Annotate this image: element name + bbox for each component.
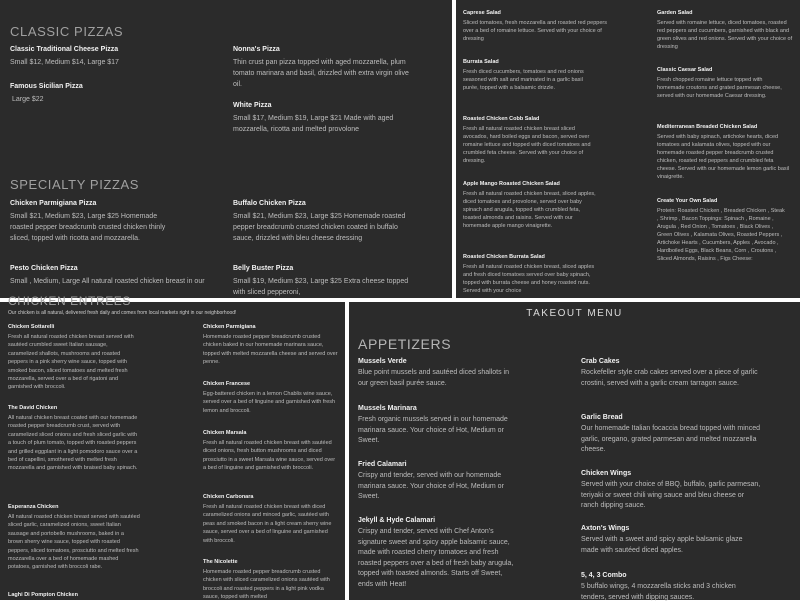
- specialty-pizzas-title: SPECIALTY PIZZAS: [10, 177, 140, 192]
- item-name: White Pizza: [233, 102, 272, 109]
- item-desc: Small $21, Medium $23, Large $25 Homemade roasted pepper breadcrumb crusted chicken thinly sliced, topped with ricotta and mozzarella.: [10, 213, 166, 242]
- item-desc: Served with your choice of BBQ, buffalo, garlic parmesan, teriyaki or sweet chili wing sauce and bleu cheese or ranch dipping sauce.: [581, 481, 761, 509]
- menu-item: [358, 405, 518, 447]
- menu-item: [233, 102, 398, 135]
- item-desc: Fresh all natural roasted chicken breast, sliced apples, diced tomatoes and provolone, served over baby spinach and arugula, topped with crumbled feta, toasted almonds and raisins. Served with our homemade apple mango vinaigrette.: [463, 191, 596, 229]
- menu-item: [463, 10, 613, 43]
- menu-item: [10, 265, 205, 287]
- item-desc: Fresh organic mussels served in our homemade marinara sauce. Your choice of Hot, Medium or Sweet.: [358, 416, 508, 444]
- classic-pizzas-title: CLASSIC PIZZAS: [10, 24, 124, 39]
- menu-item: [10, 46, 215, 68]
- takeout-menu-header: TAKEOUT MENU: [526, 308, 623, 319]
- item-name: Axton's Wings: [581, 525, 630, 532]
- item-desc: Crispy and tender, served with Chef Anton's signature sweet and spicy apple balsamic sauce, made with roasted cherry tomatoes and fresh roasted peppers over a bed of fresh baby arugula, topped with toasted almonds. Starts off Sweet, ends with Heat!: [358, 528, 514, 588]
- salads-menu-panel: [456, 0, 800, 298]
- item-desc: Small , Medium, Large All natural roasted chicken breast in our: [10, 278, 205, 285]
- menu-item: [203, 324, 338, 367]
- item-name: Belly Buster Pizza: [233, 265, 294, 272]
- menu-item: [581, 572, 761, 603]
- item-desc: Crispy and tender, served with our homemade marinara sauce. Your choice of Hot, Medium or Sweet.: [358, 472, 504, 500]
- item-desc: Homemade roasted pepper breadcrumb crusted chicken baked in our homemade marinara sauce, topped with melted mozzarella cheese and served over penne.: [203, 334, 338, 366]
- pizza-menu-panel: [0, 0, 452, 298]
- menu-item: [8, 504, 140, 572]
- item-name: Create Your Own Salad: [657, 198, 718, 204]
- menu-item: [233, 265, 413, 298]
- item-name: Mussels Verde: [358, 358, 407, 365]
- item-desc: Fresh diced cucumbers, tomatoes and red onions seasoned with salt and marinated in a garlic basil purée, topped with a balsamic drizzle.: [463, 69, 584, 91]
- item-name: Chicken Carbonara: [203, 494, 254, 500]
- item-name: Laghi Di Pompton Chicken: [8, 592, 78, 598]
- item-desc: All natural chicken breast coated with our homemade roasted pepper breadcrumb crust, served with caramelized sliced onions and fresh sliced garlic with a touch of plum tomato, topped with roasted peppers and grilled eggplant in a light pomodoro sauce over a bed of capellini, smothered with melted fresh mozzarella and garnished with braised baby spinach.: [8, 415, 138, 472]
- item-name: Jekyll & Hyde Calamari: [358, 517, 436, 524]
- item-name: Apple Mango Roasted Chicken Salad: [463, 181, 560, 187]
- item-desc: Small $12, Medium $14, Large $17: [10, 59, 119, 66]
- item-name: Caprese Salad: [463, 10, 501, 16]
- item-desc: Small $17, Medium $19, Large $21 Made with aged mozzarella, ricotta and melted provolone: [233, 115, 394, 133]
- menu-item: [463, 59, 588, 92]
- item-name: Chicken Sottarelli: [8, 324, 55, 330]
- item-name: Garden Salad: [657, 10, 693, 16]
- item-name: Chicken Parmigiana Pizza: [10, 200, 97, 207]
- menu-item: [657, 198, 787, 263]
- item-name: Fried Calamari: [358, 461, 407, 468]
- item-name: Classic Caesar Salad: [657, 67, 713, 73]
- chicken-entrees-panel: [0, 294, 345, 601]
- menu-item: [581, 414, 761, 456]
- appetizers-panel: [349, 302, 800, 600]
- menu-item: [581, 470, 761, 512]
- menu-item: [657, 124, 792, 181]
- item-desc: Fresh all natural roasted chicken breast with sautéed diced onions, fresh button mushrooms and diced prosciutto in a sweet Marsala wine sauce, served over a bed of linguine and garnished with broccoli.: [203, 440, 336, 472]
- menu-item: [581, 358, 761, 389]
- item-name: Esperanza Chicken: [8, 504, 59, 510]
- item-name: Crab Cakes: [581, 358, 620, 365]
- item-desc: Served with romaine lettuce, diced tomatoes, roasted red peppers and cucumbers, garnished with black and green olives and red onions. Served with your choice of dressing: [657, 20, 793, 50]
- item-desc: Large $22: [12, 96, 44, 103]
- menu-item: [203, 381, 338, 415]
- item-desc: Blue point mussels and sautéed diced shallots in our green basil purée sauce.: [358, 369, 509, 387]
- item-desc: Fresh all natural roasted chicken breast, sliced apples and fresh diced tomatoes served over baby spinach, topped with burrata cheese and honey roasted nuts. Served with your choice: [463, 264, 595, 294]
- menu-item: [8, 324, 138, 392]
- menu-item: [233, 200, 408, 244]
- menu-item: [358, 358, 518, 389]
- item-name: Garlic Bread: [581, 414, 623, 421]
- item-name: Pesto Chicken Pizza: [10, 265, 78, 272]
- menu-item: [657, 10, 794, 51]
- item-name: Buffalo Chicken Pizza: [233, 200, 306, 207]
- item-desc: Fresh chopped romaine lettuce topped with homemade croutons and grated parmesan cheese, served with our homemade Caesar dressing.: [657, 77, 782, 99]
- item-desc: Our homemade Italian focaccia bread topped with minced garlic, oregano, grated parmesan and melted mozzarella cheese.: [581, 425, 760, 453]
- menu-item: [8, 592, 140, 598]
- item-desc: 5 buffalo wings, 4 mozzarella sticks and 3 chicken tenders, served with dipping sauces.: [581, 583, 736, 601]
- item-name: Famous Sicilian Pizza: [10, 83, 83, 90]
- menu-item: [463, 181, 598, 230]
- item-name: Burrata Salad: [463, 59, 499, 65]
- item-name: Nonna's Pizza: [233, 46, 280, 53]
- item-desc: Fresh all natural roasted chicken breast served with sautéed crumbled sweet Italian sausage, caramelized shallots, mushrooms and roasted peppers in a pink sherry wine sauce, topped with smoked bacon, sliced tomatoes and melted fresh mozzarella, served over a bed of rigatoni and garnished with broccoli.: [8, 334, 134, 391]
- item-desc: Small $21, Medium $23, Large $25 Homemade roasted pepper breadcrumb crusted chicken coated in buffalo sauce, drizzled with bleu cheese dressing: [233, 213, 406, 242]
- menu-item: [657, 67, 789, 100]
- item-desc: Rockefeller style crab cakes served over a piece of garlic crostini, served with a garlic cream tarragon sauce.: [581, 369, 758, 387]
- menu-item: [203, 494, 338, 545]
- item-name: Chicken Francese: [203, 381, 251, 387]
- chicken-entrees-title: CHICKEN ENTREES: [8, 294, 132, 308]
- item-desc: Egg-battered chicken in a lemon Chablis wine sauce, served over a bed of linguine and garnished with fresh lemon and broccoli.: [203, 391, 336, 414]
- menu-item: [8, 405, 140, 473]
- item-name: The Nicolette: [203, 559, 238, 565]
- menu-item: [203, 430, 338, 473]
- item-desc: Sliced tomatoes, fresh mozzarella and roasted red peppers over a bed of romaine lettuce. Served with your choice of dressing: [463, 20, 607, 42]
- item-desc: Fresh all natural roasted chicken breast with diced caramelized onions and minced garlic, sautéed with peas and smoked bacon in a light cream sherry wine sauce, served over a bed of linguine and garnished with broccoli.: [203, 504, 332, 544]
- item-desc: Small $19, Medium $23, Large $25 Extra cheese topped with sliced pepperoni,: [233, 278, 409, 296]
- item-name: Roasted Chicken Burrata Salad: [463, 254, 545, 260]
- item-name: Mussels Marinara: [358, 405, 417, 412]
- menu-item: [203, 559, 338, 602]
- menu-item: [358, 461, 518, 503]
- item-desc: Served with baby spinach, artichoke hearts, diced tomatoes and kalamata olives, topped with our homemade roasted pepper breadcrumb crusted chicken, roasted red peppers and crumbled feta cheese. Served with our homemade lemon garlic basil vinaigrette.: [657, 134, 790, 180]
- item-name: Mediterranean Breaded Chicken Salad: [657, 124, 758, 130]
- item-name: Chicken Marsala: [203, 430, 247, 436]
- item-desc: Protein: Roasted Chicken , Breaded Chicken , Steak , Shrimp , Bacon Toppings: Spinach , Romaine , Arugula , Red Onion , Tomatoes , Black Olives , Green Olives , Kalamata Olives, Roasted Peppers , Artichoke Hearts , Cucumbers, Apples , Avocado , Hardboiled Eggs, Black Beans, Corn , Croutons , Sliced Almonds, Raisins , Figs Cheese:: [657, 208, 785, 262]
- item-name: Chicken Parmigiana: [203, 324, 256, 330]
- item-name: 5, 4, 3 Combo: [581, 572, 627, 579]
- item-desc: All natural roasted chicken breast served with sautéed sliced garlic, caramelized onions, sweet Italian sausage and portobello mushrooms, baked in a brown sherry wine sauce, topped with roasted peppers, sliced tomatoes, prosciutto and melted fresh mozzarella over a bed of homemade mashed potatoes, garnished with broccoli rabe.: [8, 514, 140, 571]
- menu-item: [463, 116, 595, 165]
- menu-item: [10, 200, 180, 244]
- item-name: Chicken Wings: [581, 470, 632, 477]
- menu-item: [10, 83, 215, 105]
- item-desc: Served with a sweet and spicy apple balsamic glaze made with sautéed diced apples.: [581, 536, 743, 554]
- item-name: The David Chicken: [8, 405, 58, 411]
- menu-item: [358, 517, 518, 590]
- item-desc: Homemade roasted pepper breadcrumb crusted chicken with sliced caramelized onions sautéed with broccoli and roasted peppers in a light pink vodka sauce, topped with melted: [203, 569, 330, 601]
- item-name: Classic Traditional Cheese Pizza: [10, 46, 119, 53]
- menu-item: [463, 254, 598, 295]
- chicken-entrees-subtitle: Our chicken is all natural, delivered fresh daily and comes from local markets right in our neighborhood!: [8, 310, 237, 316]
- appetizers-title: APPETIZERS: [358, 336, 452, 352]
- menu-item: [233, 46, 413, 90]
- item-name: Roasted Chicken Cobb Salad: [463, 116, 540, 122]
- menu-item: [581, 525, 761, 556]
- item-desc: Thin crust pan pizza topped with aged mozzarella, plum tomato marinara and basil, drizzled with extra virgin olive oil.: [233, 59, 409, 88]
- item-desc: Fresh all natural roasted chicken breast sliced avocados, hard boiled eggs and bacon, served over romaine lettuce and topped with diced tomatoes and crumbled feta cheese. Served with your choice of dressing.: [463, 126, 591, 164]
